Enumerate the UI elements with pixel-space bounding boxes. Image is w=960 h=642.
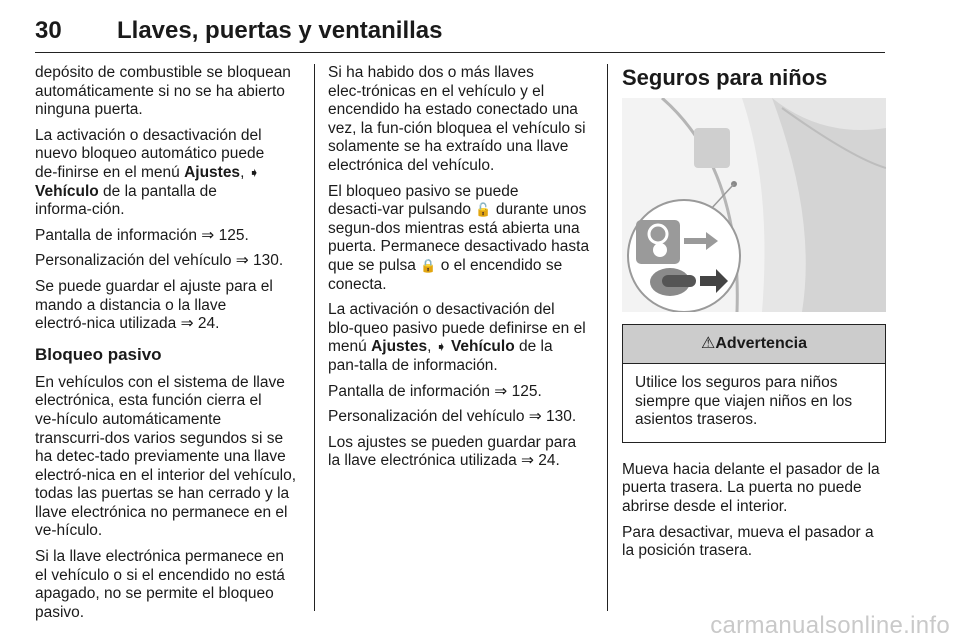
unlock-icon: 🔓 [475,202,492,218]
paragraph: Si la llave electrónica permanece en el vehículo o si el encendido no está apagado, no se permite el bloqueo pasivo. [35,548,285,621]
paragraph: depósito de combustible se bloquean automáticamente si no se ha abierto ninguna puerta. [35,64,291,119]
page-header [35,14,885,52]
paragraph [35,127,300,220]
paragraph [328,301,591,375]
paragraph: Mueva hacia delante el pasador de la puerta trasera. La puerta no puede abrirse desde el interior. [622,460,880,515]
cross-reference: Personalización del vehículo ⇒ 130. [35,252,284,270]
cross-reference: Personalización del vehículo ⇒ 130. [328,408,577,426]
text-column-1 [35,64,300,629]
menu-vehiculo: Vehículo [35,182,99,200]
text-run: de la pan‑talla de información. [328,338,553,374]
cross-reference: Pantalla de información ⇒ 125. [328,382,542,400]
section-title-seguros: Seguros para niños [622,65,828,90]
paragraph: En vehículos con el sistema de llave electrónica, esta función cierra el ve‑hículo automáticamente transcurri‑dos varios segundos si se ha detec‑tado previamente una llave electró‑nica en el interior del vehículo, todas las puertas se han cerrado y la llave electrónica no permanece en el ve‑hículo. [35,373,297,540]
column-divider [314,64,315,611]
header-divider [35,52,885,53]
subheading-bloqueo-pasivo: Bloqueo pasivo [35,344,162,364]
cross-reference: Pantalla de información ⇒ 125. [35,226,249,244]
menu-vehiculo: Vehículo [450,338,515,356]
arrow-icon: ➧ [435,339,447,355]
lock-icon: 🔒 [420,257,437,273]
menu-ajustes: Ajustes [371,338,428,356]
arrow-icon: ➧ [248,164,260,180]
text-run: o el encendido se conecta. [328,256,563,293]
page-number: 30 [35,17,62,44]
paragraph [328,183,591,295]
warning-box [622,324,886,443]
text-run: La activación o desactivación del nuevo bloqueo automático puede de‑finirse en el menú [35,126,265,181]
text-run: de la pantalla de informa‑ción. [35,182,217,219]
paragraph: Si ha habido dos o más llaves elec‑trónicas en el vehículo y el encendido ha estado conectado una vez, la fun‑ción bloquea el vehículo si solamente se ha extraído una llave electrónica del vehículo. [328,64,586,174]
text-run: durante unos segun‑dos mientras está abierta una puerta. Permanece desactivado hasta que se pulsa [328,201,590,274]
child-lock-illustration [622,98,886,312]
paragraph: Los ajustes se pueden guardar para la llave electrónica utilizada ⇒ 24. [328,433,577,470]
paragraph: Para desactivar, mueva el pasador a la posición trasera. [622,523,874,560]
watermark: carmanualsonline.info [710,612,950,639]
text-column-3 [622,64,887,568]
menu-ajustes: Ajustes [184,163,241,181]
column-divider [607,64,608,611]
chapter-title: Llaves, puertas y ventanillas [117,17,443,44]
text-run: , [240,163,249,181]
text-column-2 [328,64,591,478]
paragraph: Se puede guardar el ajuste para el mando a distancia o la llave electró‑nica utilizada ⇒ 24. [35,277,273,333]
text-run: La activación o desactivación del blo‑queo pasivo puede definirse en el menú [328,301,586,356]
warning-title: ⚠Advertencia [623,325,885,364]
warning-text: Utilice los seguros para niños siempre que viajen niños en los asientos traseros. [635,374,853,429]
text-run: El bloqueo pasivo se puede desacti‑var pulsando [328,182,519,219]
text-run: , [427,338,436,356]
